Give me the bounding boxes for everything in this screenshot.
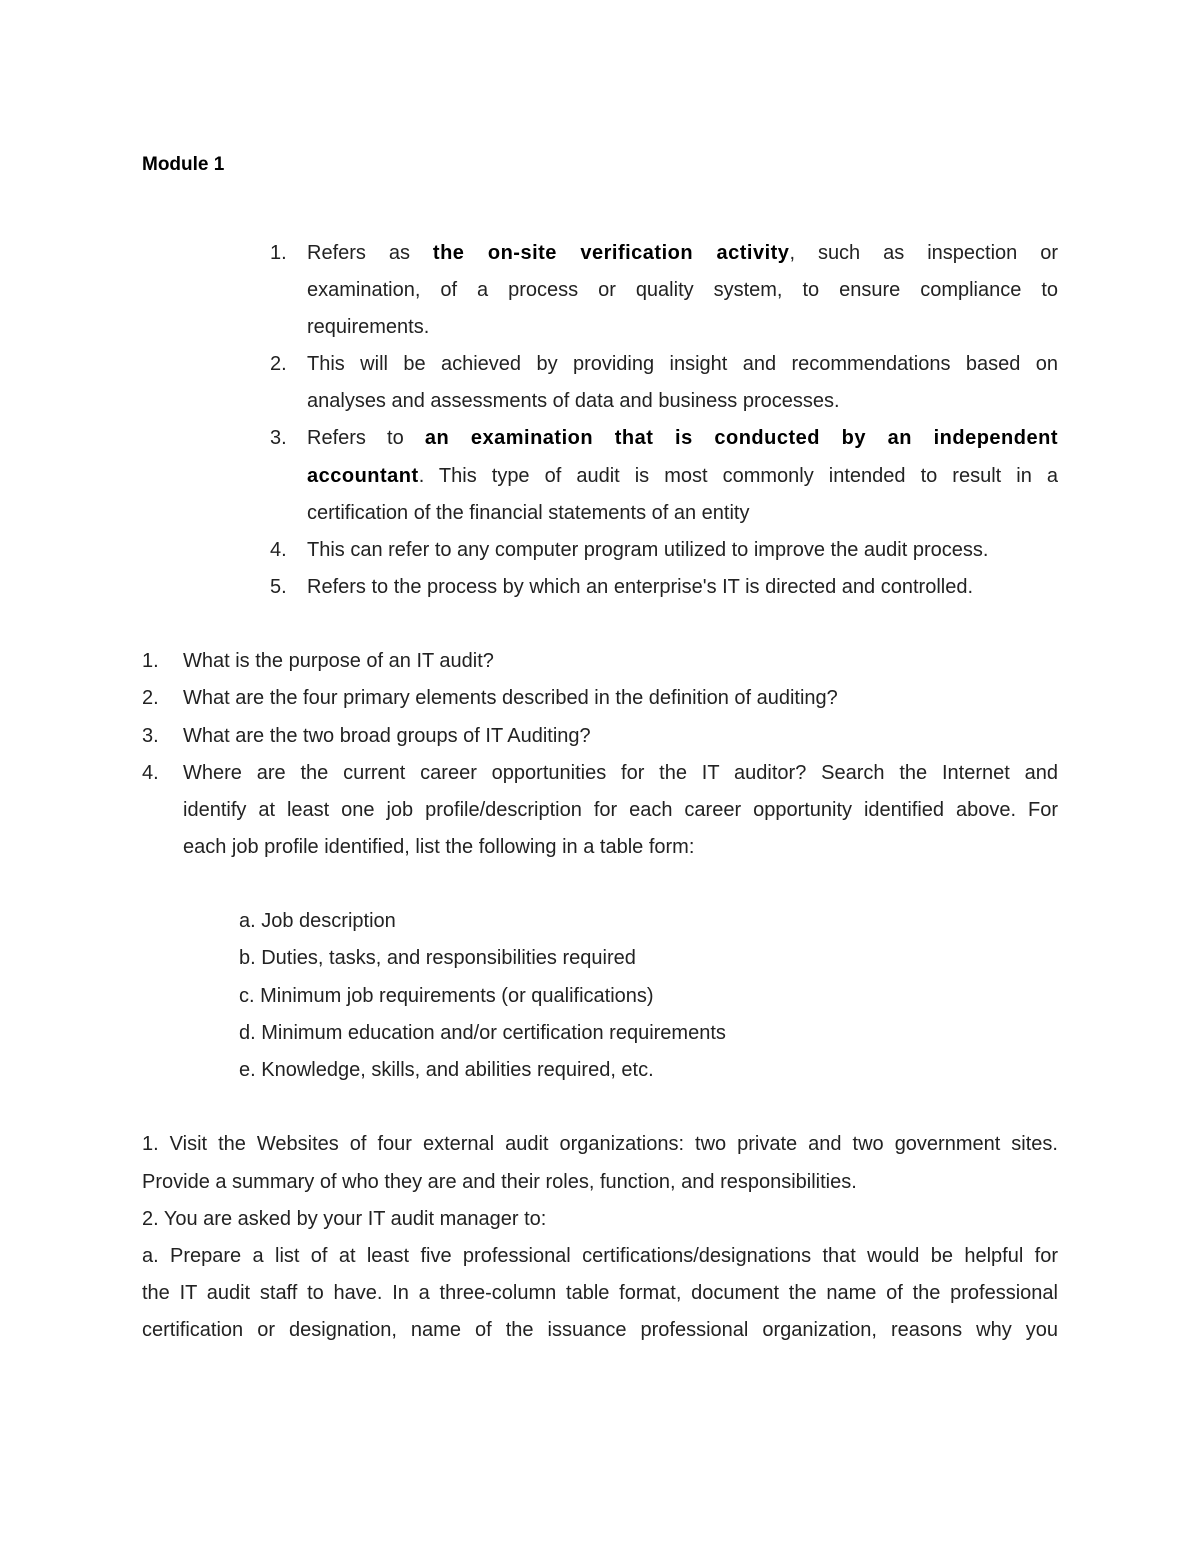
definition-line: certification of the financial statements of an entity bbox=[307, 502, 750, 524]
sub-item: b. Duties, tasks, and responsibilities required bbox=[239, 947, 636, 969]
question-line: What are the two broad groups of IT Auditing? bbox=[183, 725, 591, 747]
sub-item: e. Knowledge, skills, and abilities required, etc. bbox=[239, 1059, 654, 1081]
sub-item: a. Job description bbox=[239, 910, 396, 932]
definition-line: requirements. bbox=[307, 316, 430, 338]
question-number: 1. bbox=[142, 650, 159, 672]
question-number: 4. bbox=[142, 762, 159, 784]
question-line: each job profile identified, list the following in a table form: bbox=[183, 836, 695, 858]
definition-number: 4. bbox=[270, 539, 287, 561]
definition-line: Refers as the on-site verification activity, such as inspection or bbox=[307, 242, 1058, 264]
definition-number: 5. bbox=[270, 576, 287, 598]
sub-item: d. Minimum education and/or certification requirements bbox=[239, 1022, 726, 1044]
definition-line: examination, of a process or quality system, to ensure compliance to bbox=[307, 279, 1058, 301]
exercise-line: Provide a summary of who they are and their roles, function, and responsibilities. bbox=[142, 1171, 857, 1193]
question-line: What is the purpose of an IT audit? bbox=[183, 650, 494, 672]
exercise-line: 1. Visit the Websites of four external audit organizations: two private and two government sites. bbox=[142, 1133, 1058, 1155]
definition-number: 3. bbox=[270, 427, 287, 449]
definition-number: 2. bbox=[270, 353, 287, 375]
definition-line: Refers to the process by which an enterprise's IT is directed and controlled. bbox=[307, 576, 974, 598]
question-line: Where are the current career opportunities for the IT auditor? Search the Internet and bbox=[183, 762, 1058, 784]
exercise-line: the IT audit staff to have. In a three-column table format, document the name of the professional bbox=[142, 1282, 1058, 1304]
definition-line: This will be achieved by providing insight and recommendations based on bbox=[307, 353, 1058, 375]
definition-line: analyses and assessments of data and business processes. bbox=[307, 390, 840, 412]
module-heading: Module 1 bbox=[142, 154, 225, 175]
definition-number: 1. bbox=[270, 242, 287, 264]
question-line: What are the four primary elements described in the definition of auditing? bbox=[183, 687, 838, 709]
definition-line: accountant. This type of audit is most commonly intended to result in a bbox=[307, 465, 1058, 487]
definition-line: This can refer to any computer program utilized to improve the audit process. bbox=[307, 539, 989, 561]
exercise-line: 2. You are asked by your IT audit manager to: bbox=[142, 1208, 547, 1230]
definition-line: Refers to an examination that is conducted by an independent bbox=[307, 427, 1058, 449]
question-line: identify at least one job profile/description for each career opportunity identified above. For bbox=[183, 799, 1058, 821]
question-number: 2. bbox=[142, 687, 159, 709]
sub-item: c. Minimum job requirements (or qualifications) bbox=[239, 985, 654, 1007]
question-number: 3. bbox=[142, 725, 159, 747]
exercise-line: certification or designation, name of the issuance professional organization, reasons why you bbox=[142, 1319, 1058, 1341]
exercise-line: a. Prepare a list of at least five professional certifications/designations that would be helpful for bbox=[142, 1245, 1058, 1267]
